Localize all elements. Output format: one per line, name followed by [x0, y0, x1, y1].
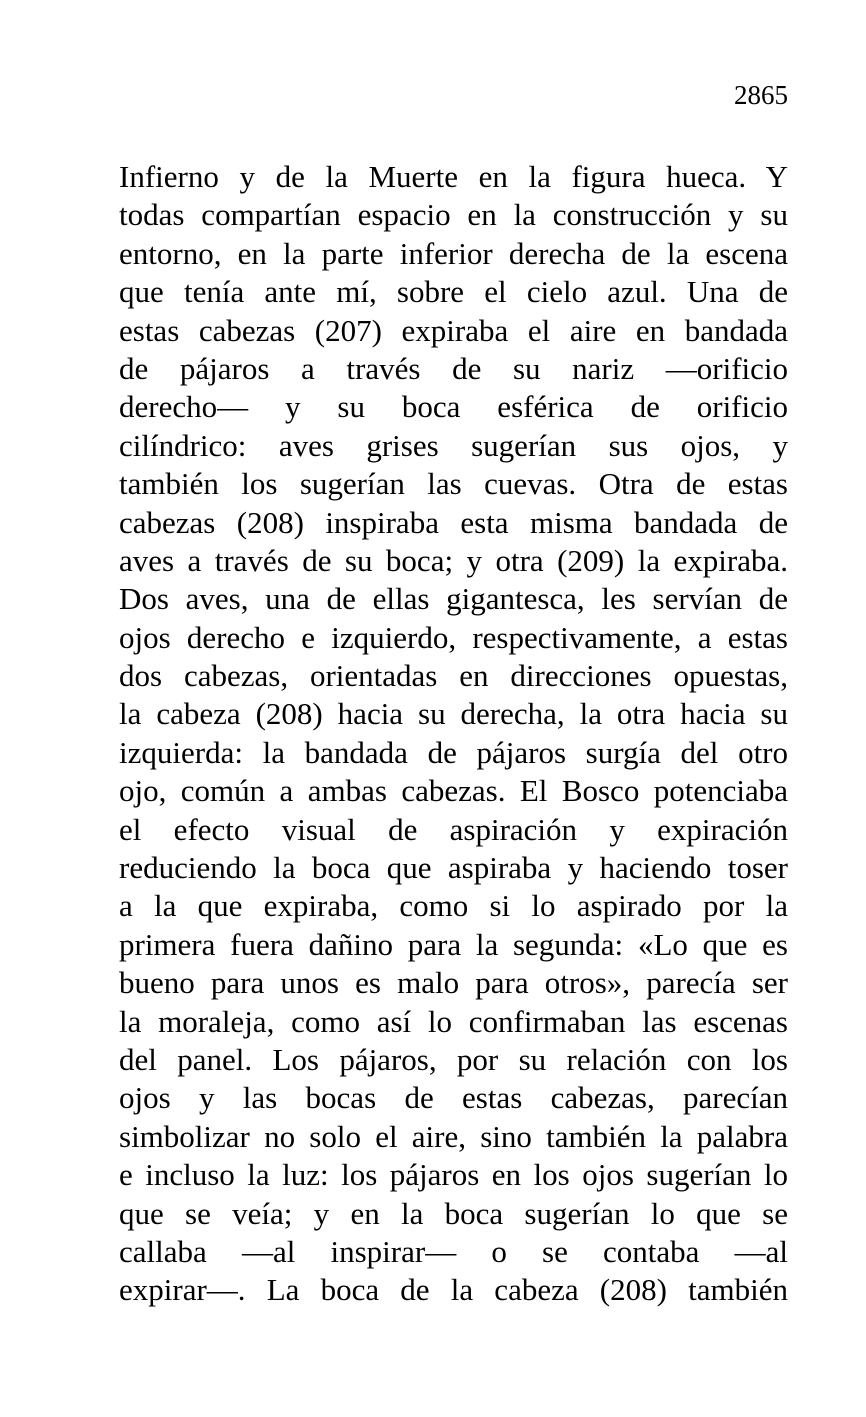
text-line: reduciendo la boca que aspiraba y haciendo toser	[119, 850, 788, 886]
text-line: primera fuera dañino para la segunda: «Lo que es	[119, 926, 788, 962]
text-line: aves a través de su boca; y otra (209) la expiraba.	[119, 542, 788, 578]
text-line: ojos y las bocas de estas cabezas, parecían	[119, 1080, 788, 1116]
text-line: Dos aves, una de ellas gigantesca, les servían de	[119, 581, 788, 617]
text-line: estas cabezas (207) expiraba el aire en bandada	[119, 312, 788, 348]
text-line: también los sugerían las cuevas. Otra de estas	[119, 466, 788, 502]
text-line: que tenía ante mí, sobre el cielo azul. Una de	[119, 274, 788, 310]
text-line: a la que expiraba, como si lo aspirado por la	[119, 888, 788, 924]
text-line: Infierno y de la Muerte en la figura hueca. Y	[119, 159, 788, 194]
text-line: derecho— y su boca esférica de orificio	[119, 389, 788, 425]
text-line: todas compartían espacio en la construcción y su	[119, 197, 788, 233]
text-line: bueno para unos es malo para otros», parecía ser	[119, 965, 788, 1001]
text-line: el efecto visual de aspiración y expiración	[119, 811, 788, 847]
text-line: cabezas (208) inspiraba esta misma bandada de	[119, 504, 788, 540]
text-line: del panel. Los pájaros, por su relación con los	[119, 1041, 788, 1077]
text-line: que se veía; y en la boca sugerían lo que se	[119, 1195, 788, 1231]
text-line: la moraleja, como así lo confirmaban las escenas	[119, 1003, 788, 1039]
text-line: izquierda: la bandada de pájaros surgía del otro	[119, 734, 788, 770]
text-line: ojo, común a ambas cabezas. El Bosco potenciaba	[119, 773, 788, 809]
text-line: dos cabezas, orientadas en direcciones opuestas,	[119, 658, 788, 694]
text-line: cilíndrico: aves grises sugerían sus ojos, y	[119, 427, 788, 463]
text-line: e incluso la luz: los pájaros en los ojos sugerían lo	[119, 1157, 788, 1193]
text-line: la cabeza (208) hacia su derecha, la otra hacia su	[119, 696, 788, 732]
text-line: simbolizar no solo el aire, sino también la palabra	[119, 1118, 788, 1154]
text-line: de pájaros a través de su nariz —orificio	[119, 350, 788, 386]
body-text	[119, 158, 788, 1310]
page-number: 2865	[734, 80, 788, 110]
text-line: entorno, en la parte inferior derecha de la escena	[119, 235, 788, 271]
text-line: expirar—. La boca de la cabeza (208) también	[119, 1272, 788, 1308]
text-line: callaba —al inspirar— o se contaba —al	[119, 1233, 788, 1269]
text-line: ojos derecho e izquierdo, respectivamente, a estas	[119, 619, 788, 655]
